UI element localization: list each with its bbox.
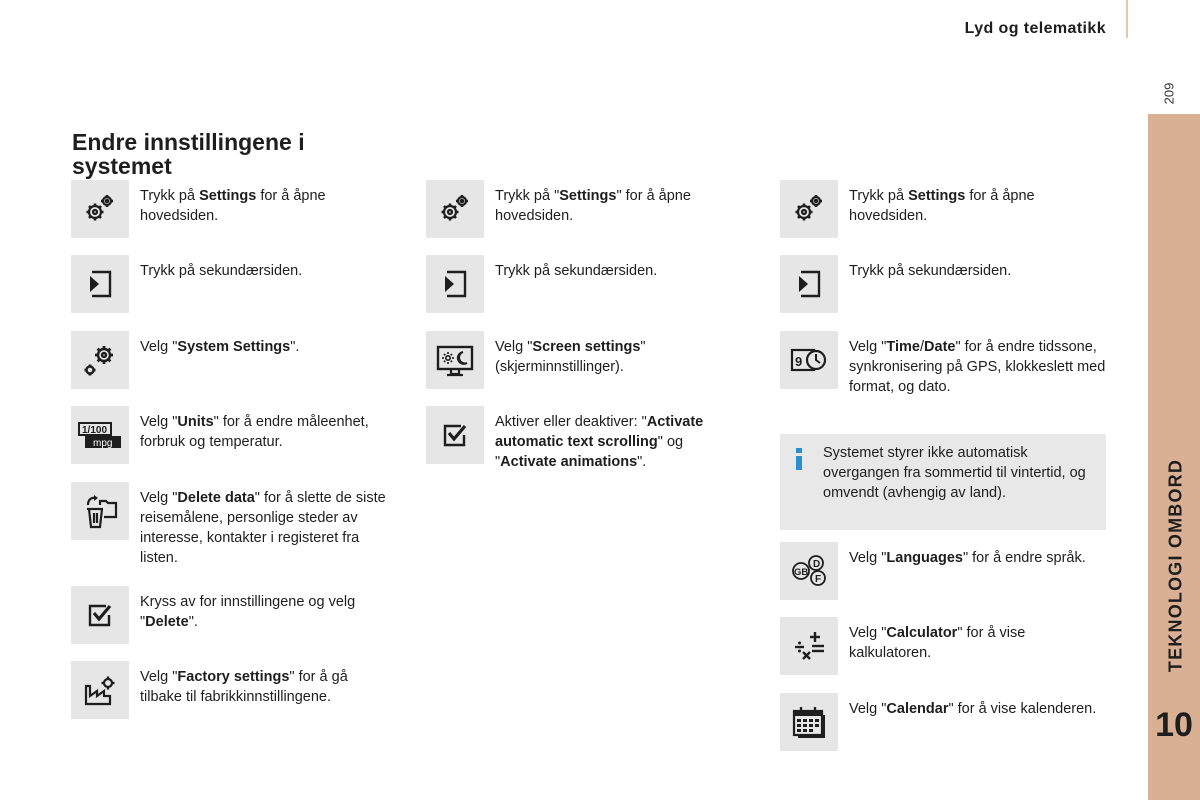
step-text-run: ". <box>290 339 300 355</box>
step <box>71 337 390 389</box>
units-bottom-text: mpg <box>93 438 113 449</box>
languages-icon <box>780 542 838 600</box>
step-text-run: " for å vise kalkulatoren. <box>849 625 1026 661</box>
step-text-run: " og " <box>495 434 684 470</box>
step <box>71 488 390 568</box>
step-text-bold: Delete data <box>177 490 255 506</box>
step-text-run: Aktiver eller deaktiver: " <box>495 414 647 430</box>
step-text-run: Trykk på <box>849 188 909 204</box>
factory-settings-icon <box>71 661 129 719</box>
step-text <box>849 699 1109 719</box>
page-title: Endre innstillingene i systemet <box>72 129 305 179</box>
step-text-run: Trykk på sekundærsiden. <box>849 263 1012 279</box>
step-text-bold: Time <box>886 339 920 355</box>
step-text-run: " (skjerminnstillinger). <box>495 339 646 375</box>
step-text <box>140 667 390 707</box>
step-text <box>495 261 745 281</box>
step-text <box>495 186 745 226</box>
step <box>71 667 390 719</box>
settings-gears-icon <box>426 180 484 238</box>
step <box>780 186 1109 238</box>
step-text <box>849 337 1109 397</box>
settings-gears-icon <box>780 180 838 238</box>
step-text <box>140 412 390 452</box>
step-text <box>849 186 1109 226</box>
step-text-run: " for å slette de siste reisemålene, personlige steder av interesse, kontakter i registeret fra listen. <box>140 490 386 566</box>
step-text-run: " for å vise kalenderen. <box>948 701 1097 717</box>
chapter-label: TEKNOLOGI OMBORD <box>1165 458 1186 673</box>
section-title: Lyd og telematikk <box>964 20 1106 37</box>
step-text <box>140 337 390 357</box>
settings-gears-icon <box>71 180 129 238</box>
step-text <box>140 261 390 281</box>
step <box>71 186 390 238</box>
step-text-bold: Settings <box>908 188 966 204</box>
delete-data-icon <box>71 482 129 540</box>
secondary-page-icon <box>426 255 484 313</box>
lang-gb-text: GB <box>794 567 809 578</box>
step-text <box>495 412 745 472</box>
step <box>780 337 1109 397</box>
info-text: Systemet styrer ikke automatisk overgangen fra sommertid til vintertid, og omvendt (avhengig av land). <box>823 445 1086 501</box>
step-text-run: Trykk på " <box>495 188 560 204</box>
step-text-bold: Settings <box>199 188 257 204</box>
secondary-page-icon <box>780 255 838 313</box>
step-text-run: Velg " <box>495 339 533 355</box>
lang-d-text: D <box>813 559 821 570</box>
step-text-bold: Calculator <box>886 625 958 641</box>
step <box>426 186 745 238</box>
step-text-run: Velg " <box>140 339 178 355</box>
step-text-bold: Screen settings <box>532 339 641 355</box>
step-text-bold: Activate automatic text scrolling <box>495 414 704 450</box>
lang-f-text: F <box>815 574 822 585</box>
step-text-run: Velg " <box>849 550 887 566</box>
step-text-run: ". <box>637 454 647 470</box>
units-top-text: 1/100 <box>82 425 108 436</box>
step-text-run: " for å åpne hovedsiden. <box>495 188 691 224</box>
step-text-run: for å åpne hovedsiden. <box>849 188 1035 224</box>
checkbox-icon <box>71 586 129 644</box>
step-text-bold: Units <box>177 414 214 430</box>
step-text-bold: Factory settings <box>177 669 290 685</box>
step <box>780 623 1109 675</box>
svg-text:9: 9 <box>795 354 803 369</box>
step-text-bold: System Settings <box>177 339 291 355</box>
step-text <box>849 623 1109 663</box>
step-text-run: Velg " <box>849 339 887 355</box>
chapter-number: 10 <box>1155 706 1193 744</box>
step-text-bold: Activate animations <box>500 454 638 470</box>
step <box>780 699 1109 751</box>
step <box>71 592 390 644</box>
step-text-run: " for å endre måleenhet, forbruk og temperatur. <box>140 414 369 450</box>
step-text <box>849 548 1109 568</box>
step <box>780 261 1109 313</box>
step <box>71 261 390 313</box>
step <box>71 412 390 464</box>
step <box>426 337 745 389</box>
step-text <box>495 337 745 377</box>
calculator-icon <box>780 617 838 675</box>
step-text-run: " for å gå tilbake til fabrikkinnstillingene. <box>140 669 348 705</box>
step-text-run: Kryss av for innstillingene og velg " <box>140 594 356 630</box>
step-text-bold: Date <box>924 339 956 355</box>
step-text-run: Velg " <box>140 669 178 685</box>
step-text-run: for å åpne hovedsiden. <box>140 188 326 224</box>
step-text <box>849 261 1109 281</box>
step-text <box>140 488 390 568</box>
step-text-run: Velg " <box>140 490 178 506</box>
step-text-bold: Calendar <box>886 701 949 717</box>
step-text-run: Trykk på sekundærsiden. <box>495 263 658 279</box>
step-text-run: / <box>920 339 925 355</box>
step-text-bold: Settings <box>559 188 617 204</box>
secondary-page-icon <box>71 255 129 313</box>
info-note <box>780 434 1106 530</box>
calendar-icon <box>780 693 838 751</box>
header-rule <box>1126 0 1128 38</box>
step-text-run: Trykk på <box>140 188 200 204</box>
step-text-bold: Languages <box>886 550 963 566</box>
info-icon <box>796 448 802 470</box>
step <box>426 412 745 472</box>
step-text-run: Trykk på sekundærsiden. <box>140 263 303 279</box>
step-text-run: " for å endre språk. <box>962 550 1086 566</box>
step-text <box>140 186 390 226</box>
step-text-run: Velg " <box>849 625 887 641</box>
step-text-bold: Delete <box>145 614 189 630</box>
step-text-run: ". <box>188 614 198 630</box>
units-icon <box>71 406 129 464</box>
system-settings-icon <box>71 331 129 389</box>
step-text-run: Velg " <box>849 701 887 717</box>
page-number: 209 <box>1161 82 1177 105</box>
checkbox-icon <box>426 406 484 464</box>
step <box>426 261 745 313</box>
screen-settings-icon <box>426 331 484 389</box>
step <box>780 548 1109 600</box>
step-text-run: Velg " <box>140 414 178 430</box>
time-date-icon <box>780 331 838 389</box>
step-text <box>140 592 390 632</box>
step-text-run: " for å endre tidssone, synkronisering på GPS, klokkeslett med format, og dato. <box>849 339 1106 395</box>
